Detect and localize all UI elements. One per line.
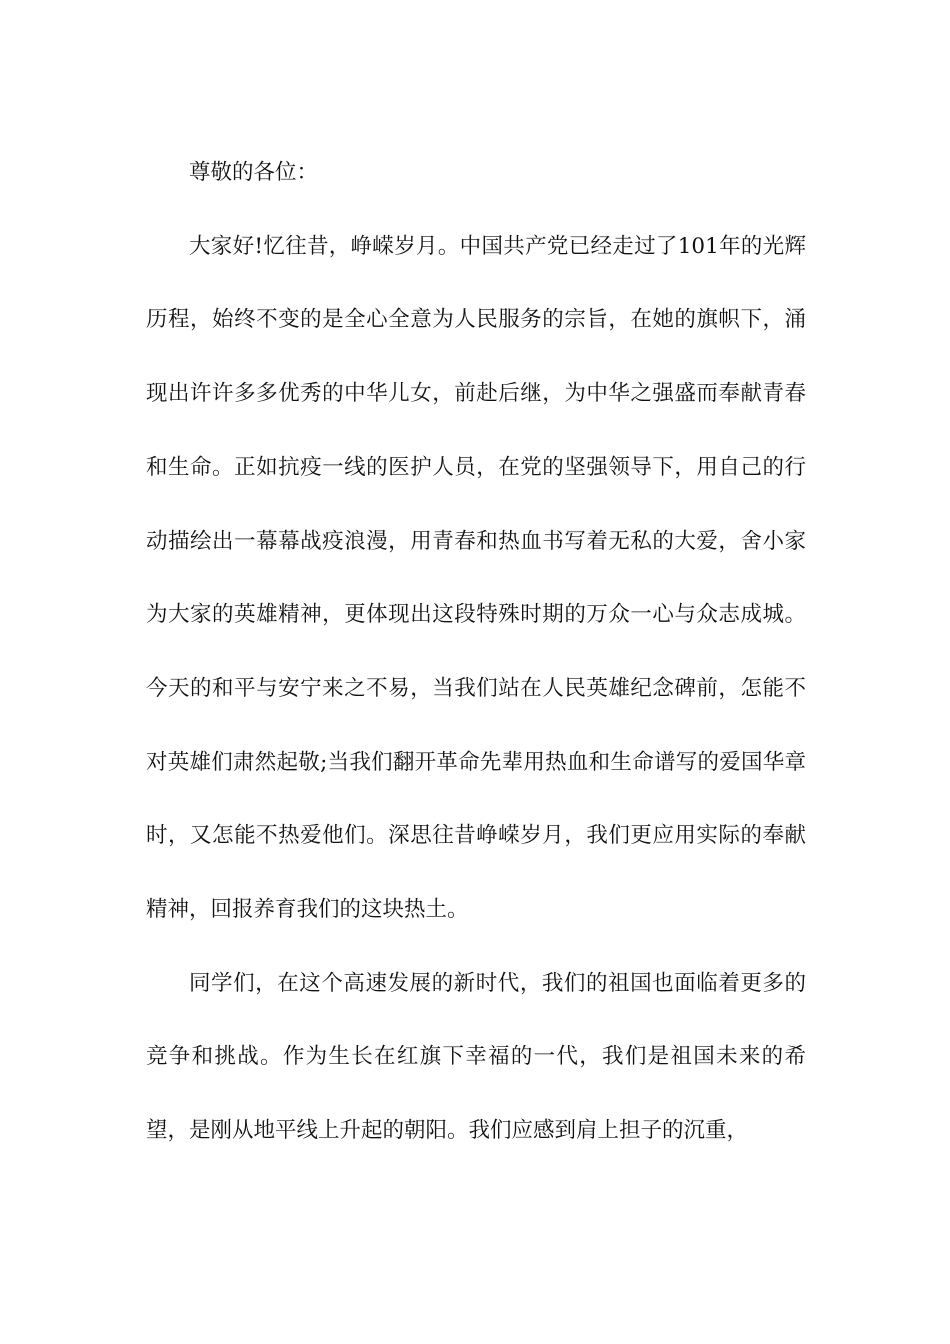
speech-body — [146, 136, 806, 1168]
paragraph-2: 同学们，在这个高速发展的新时代，我们的祖国也面临着更多的竞争和挑战。作为生长在红旗下幸福的一代，我们是祖国未来的希望，是刚从地平线上升起的朝阳。我们应感到肩上担子的沉重， — [146, 970, 806, 1144]
paragraph-1: 大家好!忆往昔，峥嵘岁月。中国共产党已经走过了101年的光辉历程，始终不变的是全心全意为人民服务的宗旨，在她的旗帜下，涌现出许许多多优秀的中华儿女，前赴后继，为中华之强盛而奉献青春和生命。正如抗疫一线的医护人员，在党的坚强领导下，用自己的行动描绘出一幕幕战疫浪漫，用青春和热血书写着无私的大爱，舍小家为大家的英雄精神，更体现出这段特殊时期的万众一心与众志成城。今天的和平与安宁来之不易，当我们站在人民英雄纪念碑前，怎能不对英雄们肃然起敬;当我们翻开革命先辈用热血和生命谱写的爱国华章时，又怎能不热爱他们。深思往昔峥嵘岁月，我们更应用实际的奉献精神，回报养育我们的这块热土。 — [146, 233, 806, 923]
salutation: 尊敬的各位： — [189, 160, 319, 185]
